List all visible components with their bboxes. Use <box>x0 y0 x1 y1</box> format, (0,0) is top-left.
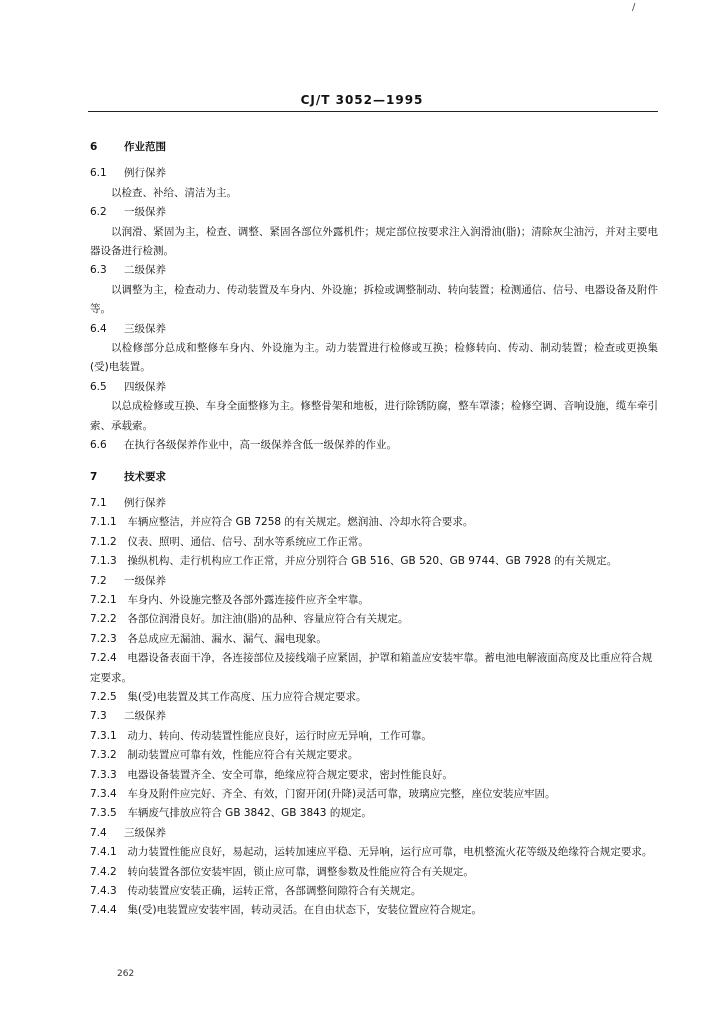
corner-mark: / <box>632 2 636 13</box>
clause-6-2-text: 以润滑、紧固为主，检查、调整、紧固各部位外露机件；规定部位按要求注入润滑油(脂)；清除灰尘油污，并对主要电器设备进行检测。 <box>90 225 658 258</box>
clause-7-2-4: 7.2.4 电器设备表面干净，各连接部位及接线端子应紧固，护罩和箱盖应安装牢靠。蓄电池电解液面高度及比重应符合规定要求。 <box>90 652 653 684</box>
clause-7-3-4: 7.3.4 车身及附件应完好、齐全、有效，门窗开闭(升降)灵活可靠，玻璃应完整，座位安装应牢固。 <box>90 788 556 800</box>
clause-7-4-heading: 7.4 三级保养 <box>90 826 166 839</box>
section-title: 技术要求 <box>124 470 166 483</box>
section-number: 7 <box>90 470 98 483</box>
clause-7-1-heading: 7.1 例行保养 <box>90 496 166 509</box>
clause-7-1-1: 7.1.1 车辆应整洁，并应符合 GB 7258 的有关规定。燃润油、冷却水符合要求。 <box>90 516 474 529</box>
section-7-heading <box>90 468 658 487</box>
section-number: 6 <box>90 141 98 153</box>
clause-7-3-1: 7.3.1 动力、转向、传动装置性能应良好，运行时应无异响，工作可靠。 <box>90 729 432 742</box>
clause-7-4-1: 7.4.1 动力装置性能应良好，易起动，运转加速应平稳、无异响，运行应可靠，电机整流火花等级及绝缘符合规定要求。 <box>90 846 653 859</box>
clause-7-2-2: 7.2.2 各部位润滑良好。加注油(脂)的品种、容量应符合有关规定。 <box>90 613 409 626</box>
clause-7-3-2: 7.3.2 制动装置应可靠有效，性能应符合有关规定要求。 <box>90 749 359 762</box>
clause-7-3-5: 7.3.5 车辆废气排放应符合 GB 3842、GB 3843 的规定。 <box>90 807 372 820</box>
clause-7-4-4: 7.4.4 集(受)电装置应安装牢固，转动灵活。在自由状态下，安装位置应符合规定。 <box>90 904 483 917</box>
clause-7-3-3: 7.3.3 电器设备装置齐全、安全可靠，绝缘应符合规定要求，密封性能良好。 <box>90 768 453 781</box>
clause-7-4-2: 7.4.2 转向装置各部位安装牢固，锁止应可靠，调整参数及性能应符合有关规定。 <box>90 865 474 878</box>
clause-6-5-text: 以总成检修或互换、车身全面整修为主。修整骨架和地板，进行除锈防腐，整车罩漆；检修空调、音响设施，缆车牵引索、承载索。 <box>90 400 658 432</box>
clause-7-2-1: 7.2.1 车身内、外设施完整及各部外露连接件应齐全牢靠。 <box>90 593 369 606</box>
clause-7-1-2: 7.1.2 仪表、照明、通信、信号、刮水等系统应工作正常。 <box>90 535 369 548</box>
clause-7-3-heading: 7.3 二级保养 <box>90 710 166 723</box>
clause-6-4-heading: 6.4 三级保养 <box>90 322 166 335</box>
header-rule <box>88 111 658 112</box>
standard-header: CJ/T 3052—1995 <box>300 93 424 107</box>
page-number: 262 <box>117 969 135 979</box>
clause-6-1-text: 以检查、补给、清洁为主。 <box>111 186 237 199</box>
section-title: 作业范围 <box>124 141 166 153</box>
clause-6-4-text: 以检修部分总成和整修车身内、外设施为主。动力装置进行检修或互换；检修转向、传动、制动装置；检查或更换集(受)电装置。 <box>90 342 658 374</box>
clause-7-1-3: 7.1.3 操纵机构、走行机构应工作正常，并应分别符合 GB 516、GB 520、GB 9744、GB 7928 的有关规定。 <box>90 555 618 568</box>
document-body <box>90 136 658 921</box>
clause-7-2-3: 7.2.3 各总成应无漏油、漏水、漏气、漏电现象。 <box>90 632 327 645</box>
clause-6-3-text: 以调整为主，检查动力、传动装置及车身内、外设施；拆检或调整制动、转向装置；检测通信、信号、电器设备及附件等。 <box>90 283 658 316</box>
clause-6-1-heading: 6.1 例行保养 <box>90 167 166 180</box>
clause-6-5-heading: 6.5 四级保养 <box>90 380 166 393</box>
clause-7-2-5: 7.2.5 集(受)电装置及其工作高度、压力应符合规定要求。 <box>90 690 367 703</box>
clause-6-3-heading: 6.3 二级保养 <box>90 264 166 277</box>
clause-7-2-heading: 7.2 一级保养 <box>90 574 166 587</box>
clause-6-6: 6.6 在执行各级保养作业中，高一级保养含低一级保养的作业。 <box>90 439 397 452</box>
section-6-heading <box>90 138 658 157</box>
clause-6-2-heading: 6.2 一级保养 <box>90 206 166 219</box>
clause-7-4-3: 7.4.3 传动装置应安装正确，运转正常，各部调整间隙符合有关规定。 <box>90 885 422 898</box>
